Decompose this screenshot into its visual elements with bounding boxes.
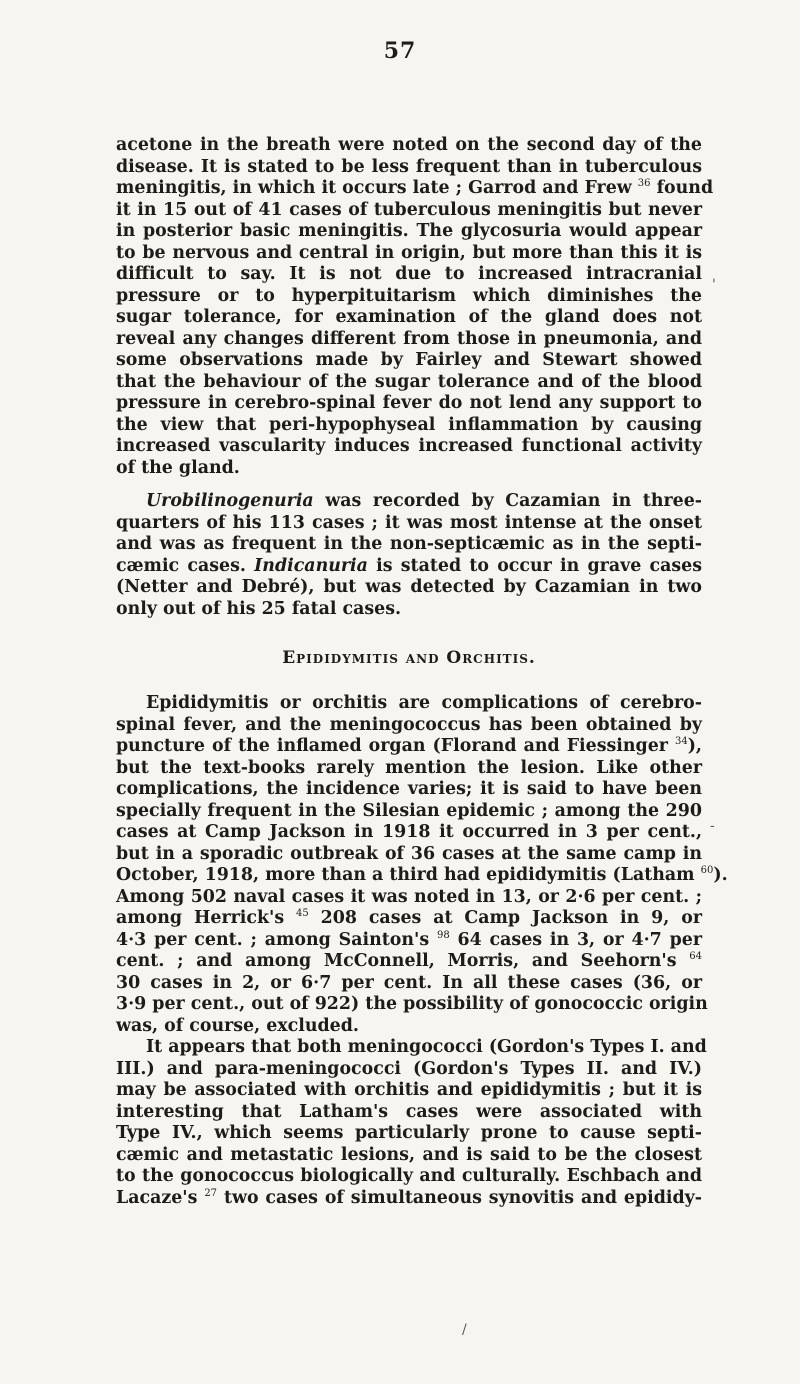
text-line: that the behaviour of the sugar tolerance and of the blood — [116, 371, 702, 392]
text-line: cases at Camp Jackson in 1918 it occurred in 3 per cent., — [116, 822, 702, 842]
text-line: complications, the incidence varies; it is said to have been — [116, 779, 702, 799]
text-line: it in 15 out of 41 cases of tuberculous meningitis but never — [116, 199, 702, 220]
margin-mark: - — [710, 818, 715, 834]
text-line: may be associated with orchitis and epididymitis ; but it is — [116, 1080, 702, 1100]
text-line: 30 cases in 2, or 6·7 per cent. In all these cases (36, or — [116, 972, 702, 993]
text-line: Lacaze's $^{27}$ two cases of simultaneous synovitis and epididy- — [116, 1187, 703, 1208]
text-line: sugar tolerance, for examination of the gland does not — [116, 307, 702, 327]
text-line: III.) and para-meningococci (Gordon's Types II. and IV.) — [116, 1058, 702, 1079]
section-heading: Epididymitis and Orchitis. — [282, 648, 536, 668]
text-line: Epididymitis or orchitis are complications of cerebro- — [146, 693, 702, 713]
text-line: puncture of the inflamed organ (Florand and Fiessinger $^{34}$), — [116, 736, 702, 756]
text-line: was, of course, excluded. — [116, 1015, 359, 1036]
text-line: pressure in cerebro-spinal fever do not lend any support to — [116, 393, 702, 413]
body-text — [116, 135, 728, 1209]
text-line: the view that peri-hypophyseal inflammation by causing — [116, 414, 702, 435]
text-line: to be nervous and central in origin, but more than this it is — [116, 242, 702, 263]
text-line: October, 1918, more than a third had epididymitis (Latham $^{60}$). — [116, 865, 728, 885]
text-line: It appears that both meningococci (Gordon's Types I. and — [146, 1037, 707, 1057]
margin-mark: ' — [712, 277, 716, 293]
text-line: but the text-books rarely mention the lesion. Like other — [116, 757, 702, 778]
text-line: Urobilinogenuria was recorded by Cazamian in three- — [146, 491, 702, 511]
text-line: and was as frequent in the non-septicæmic as in the septi- — [116, 534, 702, 554]
text-line: (Netter and Debré), but was detected by Cazamian in two — [116, 577, 702, 597]
text-line: spinal fever, and the meningococcus has been obtained by — [116, 714, 702, 735]
text-line: cent. ; and among McConnell, Morris, and Seehorn's $^{64}$ — [116, 951, 702, 971]
text-line: cæmic cases. Indicanuria is stated to occur in grave cases — [116, 555, 703, 576]
paragraph-gap — [116, 479, 702, 491]
text-line: only out of his 25 fatal cases. — [116, 598, 402, 619]
text-line: in posterior basic meningitis. The glycosuria would appear — [116, 221, 702, 241]
text-line: reveal any changes different from those in pneumonia, and — [116, 328, 702, 349]
text-line: pressure or to hyperpituitarism which diminishes the — [116, 285, 702, 306]
text-line: specially frequent in the Silesian epidemic ; among the 290 — [116, 800, 702, 821]
text-line: acetone in the breath were noted on the second day of the — [116, 135, 702, 155]
text-line: of the gland. — [116, 457, 240, 478]
text-line: among Herrick's $^{45}$ 208 cases at Camp Jackson in 9, or — [116, 908, 702, 928]
text-line: cæmic and metastatic lesions, and is said to be the closest — [116, 1144, 702, 1165]
page-number: 57 — [383, 38, 417, 64]
text-line: 3·9 per cent., out of 922) the possibility of gonococcic origin — [116, 994, 708, 1014]
text-line: to the gonococcus biologically and culturally. Eschbach and — [116, 1166, 702, 1186]
text-line: disease. It is stated to be less frequent than in tuberculous — [116, 156, 702, 177]
text-line: some observations made by Fairley and Stewart showed — [116, 350, 702, 370]
text-line: 4·3 per cent. ; among Sainton's $^{98}$ 64 cases in 3, or 4·7 per — [116, 929, 702, 950]
text-line: Among 502 naval cases it was noted in 13, or 2·6 per cent. ; — [116, 886, 702, 907]
text-line: quarters of his 113 cases ; it was most intense at the onset — [116, 512, 702, 533]
text-line: meningitis, in which it occurs late ; Garrod and Frew $^{36}$ found — [116, 178, 714, 198]
text-line: but in a sporadic outbreak of 36 cases at the same camp in — [116, 843, 702, 864]
margin-mark: / — [462, 1322, 467, 1338]
text-line: interesting that Latham's cases were associated with — [116, 1101, 702, 1122]
text-line: increased vascularity induces increased functional activity — [116, 436, 702, 456]
text-line: Type IV., which seems particularly prone to cause septi- — [116, 1123, 702, 1143]
text-line: difficult to say. It is not due to increased intracranial — [116, 264, 702, 284]
